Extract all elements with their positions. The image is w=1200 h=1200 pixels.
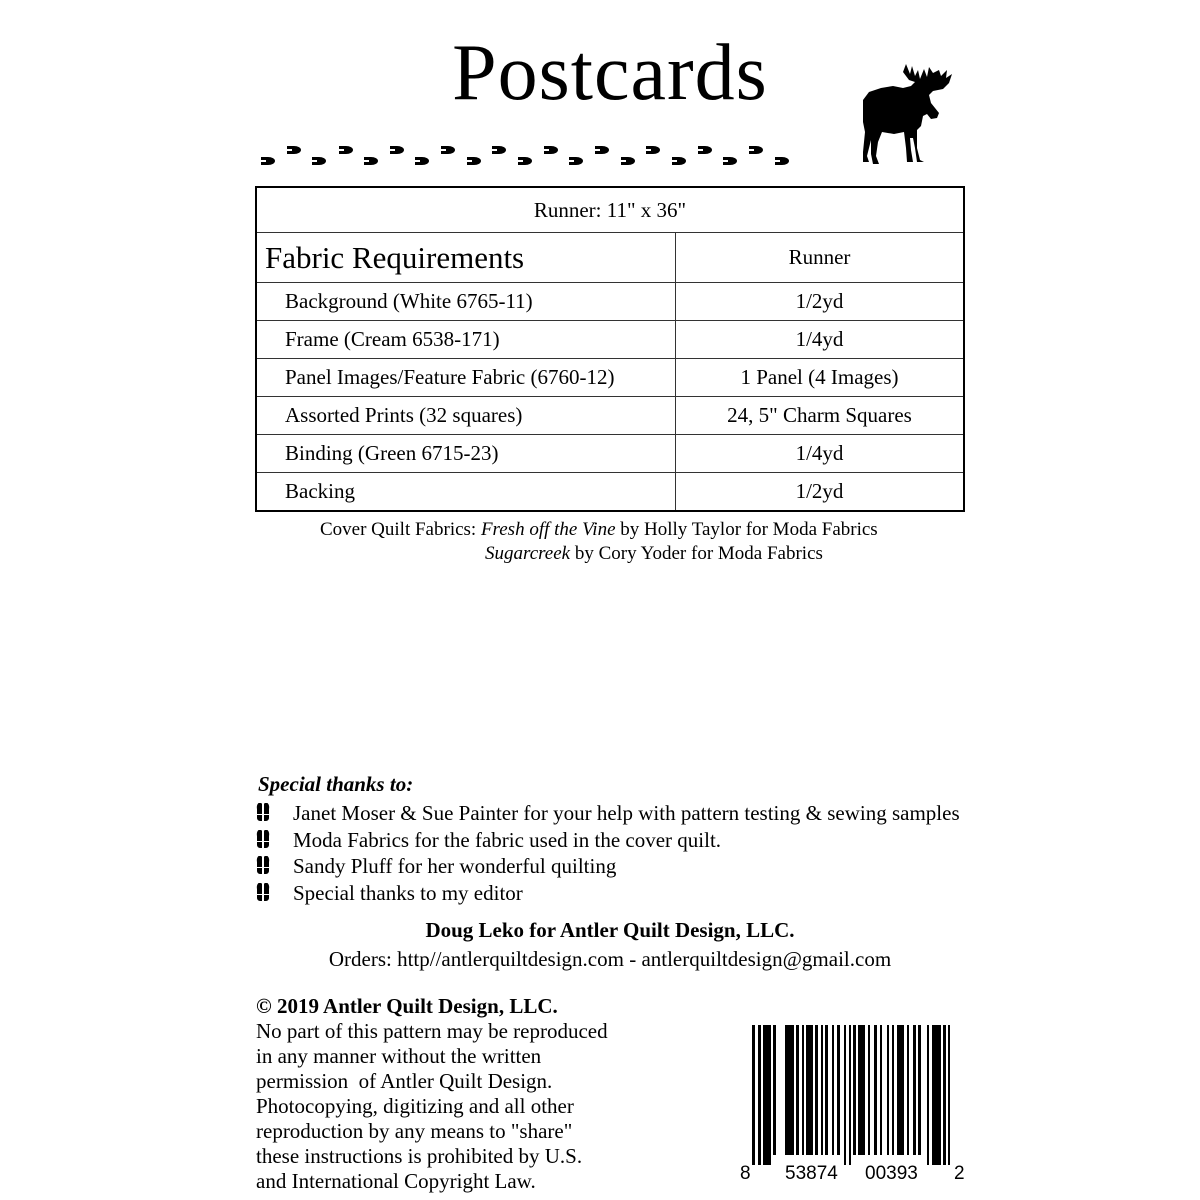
author-line: Doug Leko for Antler Quilt Design, LLC. <box>425 918 795 942</box>
runner-column-header: Runner <box>676 233 965 283</box>
hoof-print-icon <box>256 883 293 903</box>
cover-quilt-credits <box>320 518 878 566</box>
fabric-amount: 1 Panel (4 Images) <box>676 359 965 397</box>
fabric-amount: 1/4yd <box>676 321 965 359</box>
thanks-text: Moda Fabrics for the fabric used in the cover quilt. <box>293 827 722 852</box>
copyright-line: permission of Antler Quilt Design. <box>256 1069 553 1093</box>
hoof-print-icon <box>256 803 293 823</box>
special-thanks-list <box>256 800 960 906</box>
fabric-item: Panel Images/Feature Fabric (6760-12) <box>256 359 676 397</box>
copyright-line: No part of this pattern may be reproduced <box>256 1019 608 1043</box>
table-row <box>256 359 964 397</box>
fabric-item: Assorted Prints (32 squares) <box>256 397 676 435</box>
credits-line-1 <box>320 518 878 542</box>
fabric-item: Backing <box>256 473 676 512</box>
table-row <box>256 473 964 512</box>
thanks-text: Sandy Pluff for her wonderful quilting <box>293 854 617 879</box>
barcode-group-right: 00393 <box>865 1163 918 1184</box>
list-item <box>256 880 960 907</box>
table-row <box>256 283 964 321</box>
credits-prefix: Cover Quilt Fabrics: <box>320 519 481 540</box>
moose-silhouette-icon <box>848 60 964 172</box>
copyright-notice <box>256 994 608 1194</box>
fabric-amount: 1/2yd <box>676 473 965 512</box>
credits-line-2 <box>320 542 878 566</box>
table-row <box>256 435 964 473</box>
thanks-text: Janet Moser & Sue Painter for your help with pattern testing & sewing samples <box>293 801 960 826</box>
table-size-row <box>256 187 964 233</box>
runner-size-label: Runner: 11" x 36" <box>256 187 964 233</box>
page-title: Postcards <box>452 29 768 117</box>
copyright-heading: © 2019 Antler Quilt Design, LLC. <box>256 994 558 1018</box>
fabric-requirements-heading: Fabric Requirements <box>256 233 676 283</box>
special-thanks-heading: Special thanks to: <box>258 772 414 796</box>
copyright-line: in any manner without the written <box>256 1044 542 1068</box>
fabric-amount: 24, 5" Charm Squares <box>676 397 965 435</box>
upc-barcode <box>740 1025 970 1187</box>
fabric-line-designer: by Holly Taylor for Moda Fabrics <box>615 519 878 540</box>
fabric-item: Background (White 6765-11) <box>256 283 676 321</box>
fabric-item: Binding (Green 6715-23) <box>256 435 676 473</box>
hoof-print-icon <box>256 856 293 876</box>
barcode-bars-icon <box>740 1025 970 1165</box>
fabric-item: Frame (Cream 6538-171) <box>256 321 676 359</box>
table-row <box>256 397 964 435</box>
hoof-print-icon <box>256 830 293 850</box>
table-header-row <box>256 233 964 283</box>
hoof-print-track-icon <box>258 142 798 172</box>
barcode-group-left: 53874 <box>785 1163 838 1184</box>
copyright-line: these instructions is prohibited by U.S. <box>256 1144 583 1168</box>
fabric-line-designer: by Cory Yoder for Moda Fabrics <box>570 543 823 564</box>
barcode-digit-first: 8 <box>740 1163 751 1184</box>
copyright-line: and International Copyright Law. <box>256 1169 536 1193</box>
list-item <box>256 853 960 880</box>
thanks-text: Special thanks to my editor <box>293 880 523 905</box>
fabric-line-name: Sugarcreek <box>485 543 571 564</box>
copyright-line: reproduction by any means to "share" <box>256 1119 573 1143</box>
list-item <box>256 827 960 854</box>
fabric-amount: 1/4yd <box>676 435 965 473</box>
barcode-digit-last: 2 <box>954 1163 965 1184</box>
list-item <box>256 800 960 827</box>
fabric-amount: 1/2yd <box>676 283 965 321</box>
orders-contact-line: Orders: http//antlerquiltdesign.com - antlerquiltdesign@gmail.com <box>328 947 892 971</box>
fabric-requirements-table <box>255 186 965 512</box>
fabric-line-name: Fresh off the Vine <box>480 519 616 540</box>
table-row <box>256 321 964 359</box>
copyright-line: Photocopying, digitizing and all other <box>256 1094 574 1118</box>
